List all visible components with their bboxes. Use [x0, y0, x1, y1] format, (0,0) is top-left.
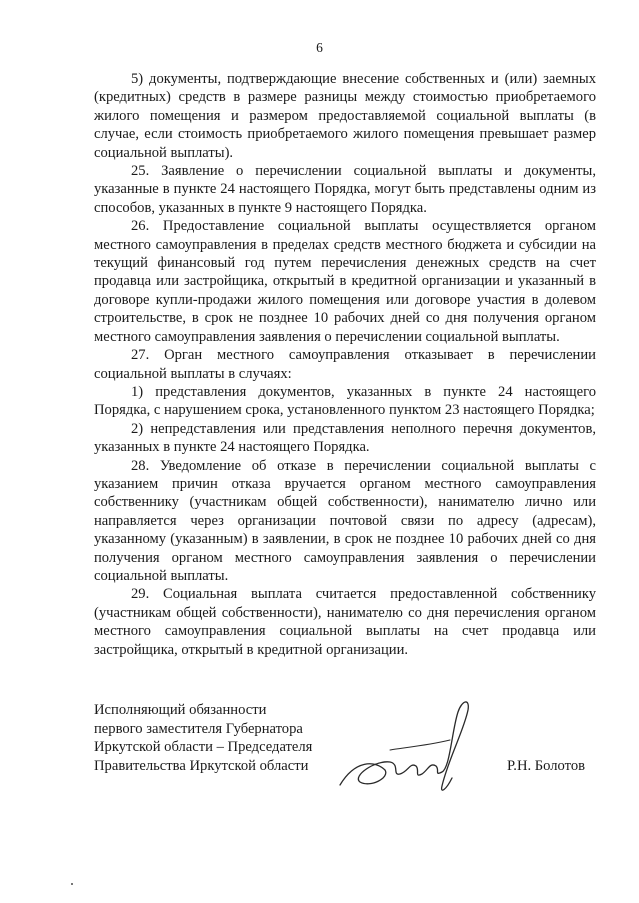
paragraph-25: 25. Заявление о перечислении социальной выплаты и документы, указанные в пункте 24 настоящего Порядка, могут быть представлены одним из способов, указанных в пункте 9 настоящего Порядка. — [94, 163, 596, 216]
scan-speck — [71, 883, 73, 885]
position-line: Правительства Иркутской области — [94, 757, 309, 774]
paragraph-28: 28. Уведомление об отказе в перечислении социальной выплаты с указанием причин отказа вручается органом местного самоуправления собственнику (участникам общей собственности), нанимателю лично или направляется через организации почтовой связи по адресу (адресам), указанному (указанным) в заявлении, в срок не позднее 10 рабочих дней со дня получения органом местного самоуправления заявления о перечислении социальной выплаты. — [94, 457, 596, 584]
document-body — [94, 70, 596, 659]
paragraph-27-item-1: 1) представления документов, указанных в пункте 24 настоящего Порядка, с нарушением срока, установленного пунктом 23 настоящего Порядка; — [94, 383, 596, 419]
page-number: 6 — [316, 40, 323, 55]
paragraph-26: 26. Предоставление социальной выплаты осуществляется органом местного самоуправления в пределах средств местного бюджета и субсидии на текущий финансовый год путем перечисления денежных средств на счет продавца или застройщика, открытый в кредитной организации и указанный в договоре купли-продажи жилого помещения или договоре участия в долевом строительстве, в срок не позднее 10 рабочих дней со дня получения органом местного самоуправления заявления о перечислении социальной выплаты. — [94, 218, 596, 345]
paragraph-27: 27. Орган местного самоуправления отказывает в перечислении социальной выплаты в случаях: — [94, 347, 596, 382]
position-line: Иркутской области – Председателя — [94, 739, 313, 756]
position-line: первого заместителя Губернатора — [94, 720, 303, 737]
paragraph-27-item-2: 2) непредставления или представления неполного перечня документов, указанных в пункте 24 настоящего Порядка. — [94, 420, 596, 456]
handwritten-signature — [330, 690, 490, 800]
paragraph-item-5: 5) документы, подтверждающие внесение собственных и (или) заемных (кредитных) средств в размере разницы между стоимостью приобретаемого жилого помещения и размером предоставляемой социальной выплаты (в случае, если стоимость приобретаемого жилого помещения превышает размер социальной выплаты). — [94, 71, 596, 161]
signatory-position — [94, 701, 312, 775]
position-line: Исполняющий обязанности — [94, 702, 267, 718]
signer-name: Р.Н. Болотов — [507, 758, 586, 774]
paragraph-29: 29. Социальная выплата считается предоставленной собственнику (участникам общей собственности), нанимателю со дня перечисления органом местного самоуправления социальной выплаты на счет продавца или застройщика, открытый в кредитной организации. — [94, 586, 596, 658]
